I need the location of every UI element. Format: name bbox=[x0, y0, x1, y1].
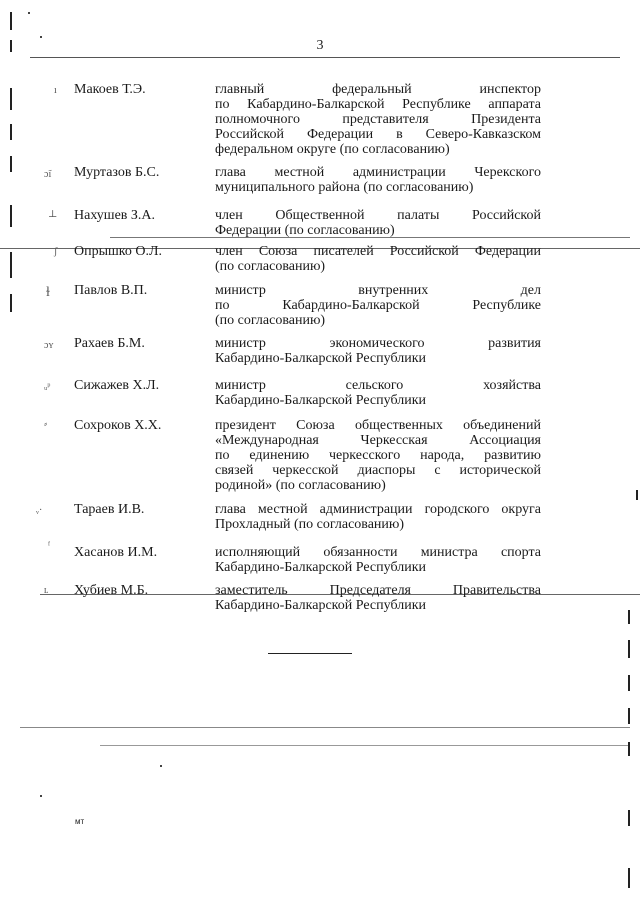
margin-mark: ⸗ bbox=[44, 419, 48, 430]
member-position: исполняющий обязанности министра спорта Кабардино-Балкарской Республики bbox=[215, 545, 541, 575]
margin-mark: ʟ bbox=[44, 585, 49, 596]
member-name: Опрышко О.Л. bbox=[74, 244, 162, 259]
member-position: член Общественной палаты Российской Федерации (по согласованию) bbox=[215, 208, 541, 238]
member-position: министр внутренних дел по Кабардино-Балкарской Республике (по согласованию) bbox=[215, 283, 541, 328]
member-name: Сижажев Х.Л. bbox=[74, 378, 160, 393]
member-name: Макоев Т.Э. bbox=[74, 82, 146, 97]
margin-mark: ᶠ bbox=[48, 540, 51, 551]
member-position: президент Союза общественных объединений «Международная Черкесская Ассоциация по единению черкесского народа, развитию связей черкесской диаспоры с исторической родиной» (по согласованию) bbox=[215, 418, 541, 493]
margin-mark: ɔʏ bbox=[44, 340, 54, 351]
page-number: 3 bbox=[316, 38, 324, 53]
member-name: Муртазов Б.С. bbox=[74, 165, 160, 180]
end-separator bbox=[268, 653, 352, 654]
member-position: член Союза писателей Российской Федерации (по согласованию) bbox=[215, 244, 541, 274]
member-position: главный федеральный инспектор по Кабардино-Балкарской Республике аппарата полномочного представителя Президента Российской Федерации в Северо-Кавказском федеральном округе (по согласованию) bbox=[215, 82, 541, 157]
member-position: глава местной администрации городского округа Прохладный (по согласованию) bbox=[215, 502, 541, 532]
margin-mark: ᵤᵖ bbox=[44, 381, 51, 392]
member-name: Хубиев М.Б. bbox=[74, 583, 149, 598]
member-name: Хасанов И.М. bbox=[74, 545, 158, 560]
member-name: Тараев И.В. bbox=[74, 502, 145, 517]
margin-mark: ⊥ bbox=[48, 209, 58, 220]
footer-code: мт bbox=[75, 817, 85, 826]
margin-mark: ɫ bbox=[46, 285, 50, 300]
member-name: Павлов В.П. bbox=[74, 283, 148, 298]
margin-mark: ı bbox=[54, 85, 57, 96]
member-position: заместитель Председателя Правительства Кабардино-Балкарской Республики bbox=[215, 583, 541, 613]
member-name: Сохроков Х.Х. bbox=[74, 418, 162, 433]
member-position: министр экономического развития Кабардино-Балкарской Республики bbox=[215, 336, 541, 366]
member-position: глава местной администрации Черекского муниципального района (по согласованию) bbox=[215, 165, 541, 195]
member-name: Нахушев З.А. bbox=[74, 208, 156, 223]
margin-mark: ᵥ· bbox=[36, 505, 43, 516]
member-position: министр сельского хозяйства Кабардино-Балкарской Республики bbox=[215, 378, 541, 408]
margin-mark: ʃ bbox=[54, 246, 58, 257]
member-name: Рахаев Б.М. bbox=[74, 336, 145, 351]
margin-mark: ɔ̃ı bbox=[44, 169, 52, 180]
